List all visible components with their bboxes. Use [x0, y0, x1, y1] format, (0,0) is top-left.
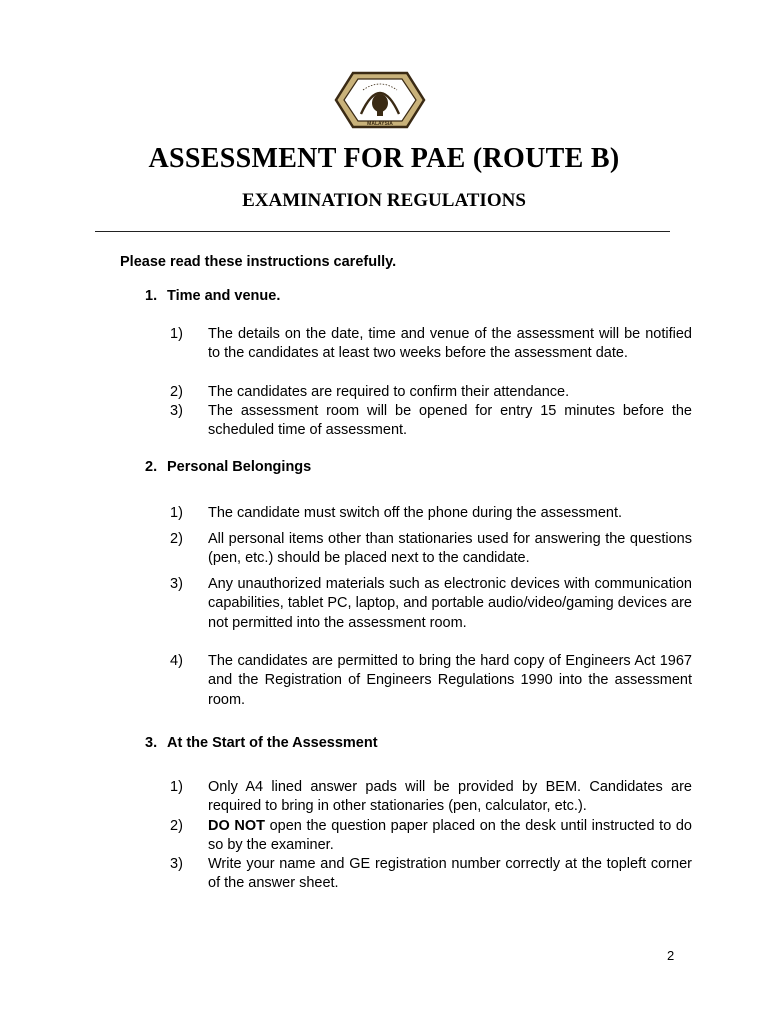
- section-title: At the Start of the Assessment: [167, 735, 378, 751]
- item-text: The candidates are required to confirm their attendance.: [208, 384, 570, 400]
- item-number: 1): [170, 505, 183, 521]
- item-text: The details on the date, time and venue of the assessment will be notified to the candidates at least two weeks before the assessment date.: [208, 326, 692, 362]
- page-number: 2: [667, 948, 675, 963]
- item-text: The assessment room will be opened for entry 15 minutes before the scheduled time of assessment.: [208, 403, 692, 439]
- page-title: ASSESSMENT FOR PAE (ROUTE B): [148, 143, 620, 174]
- item-text: [208, 817, 692, 856]
- list-item: [170, 383, 692, 402]
- title-divider: [95, 231, 670, 232]
- item-number: 1): [170, 779, 183, 795]
- item-text: All personal items other than stationaries used for answering the questions (pen, etc.) should be placed next to the candidate.: [208, 531, 692, 567]
- item-text: Only A4 lined answer pads will be provided by BEM. Candidates are required to bring in other stationaries (pen, calculator, etc.).: [208, 779, 692, 815]
- list-item: [170, 402, 692, 441]
- section-number: 2.: [145, 459, 158, 475]
- bem-logo-icon: [333, 70, 427, 130]
- section-2-heading: [145, 459, 311, 475]
- page-subtitle: EXAMINATION REGULATIONS: [242, 190, 526, 211]
- item-number: 2): [170, 384, 183, 400]
- item-text: Any unauthorized materials such as electronic devices with communication capabilities, tablet PC, laptop, and portable audio/video/gaming devices are not permitted into the assessment room.: [208, 576, 692, 631]
- item-number: 4): [170, 653, 183, 669]
- section-number: 1.: [145, 288, 158, 304]
- emphasis-text: DO NOT: [208, 818, 265, 834]
- list-item: [170, 817, 692, 856]
- item-text: The candidate must switch off the phone during the assessment.: [208, 505, 623, 521]
- item-number: 2): [170, 531, 183, 547]
- section-3-heading: [145, 735, 378, 751]
- list-item: [170, 530, 692, 569]
- item-number: 3): [170, 576, 183, 592]
- item-text: Write your name and GE registration number correctly at the topleft corner of the answer sheet.: [208, 856, 692, 892]
- list-item: [170, 652, 692, 710]
- section-1-heading: [145, 288, 280, 304]
- item-number: 3): [170, 856, 183, 872]
- section-title: Personal Belongings: [167, 459, 312, 475]
- section-number: 3.: [145, 735, 158, 751]
- intro-text: Please read these instructions carefully.: [120, 254, 397, 270]
- item-number: 3): [170, 403, 183, 419]
- item-text: The candidates are permitted to bring the hard copy of Engineers Act 1967 and the Registration of Engineers Regulations 1990 into the assessment room.: [208, 653, 692, 708]
- list-item: [170, 325, 692, 364]
- list-item: [170, 855, 692, 894]
- item-number: 2): [170, 818, 183, 834]
- item-number: 1): [170, 326, 183, 342]
- list-item: [170, 575, 692, 633]
- list-item: [170, 504, 692, 523]
- list-item: [170, 778, 692, 817]
- item-text-rest: open the question paper placed on the desk until instructed to do so by the examiner.: [208, 818, 692, 854]
- section-title: Time and venue.: [167, 288, 281, 304]
- svg-text:MALAYSIA: MALAYSIA: [367, 121, 393, 127]
